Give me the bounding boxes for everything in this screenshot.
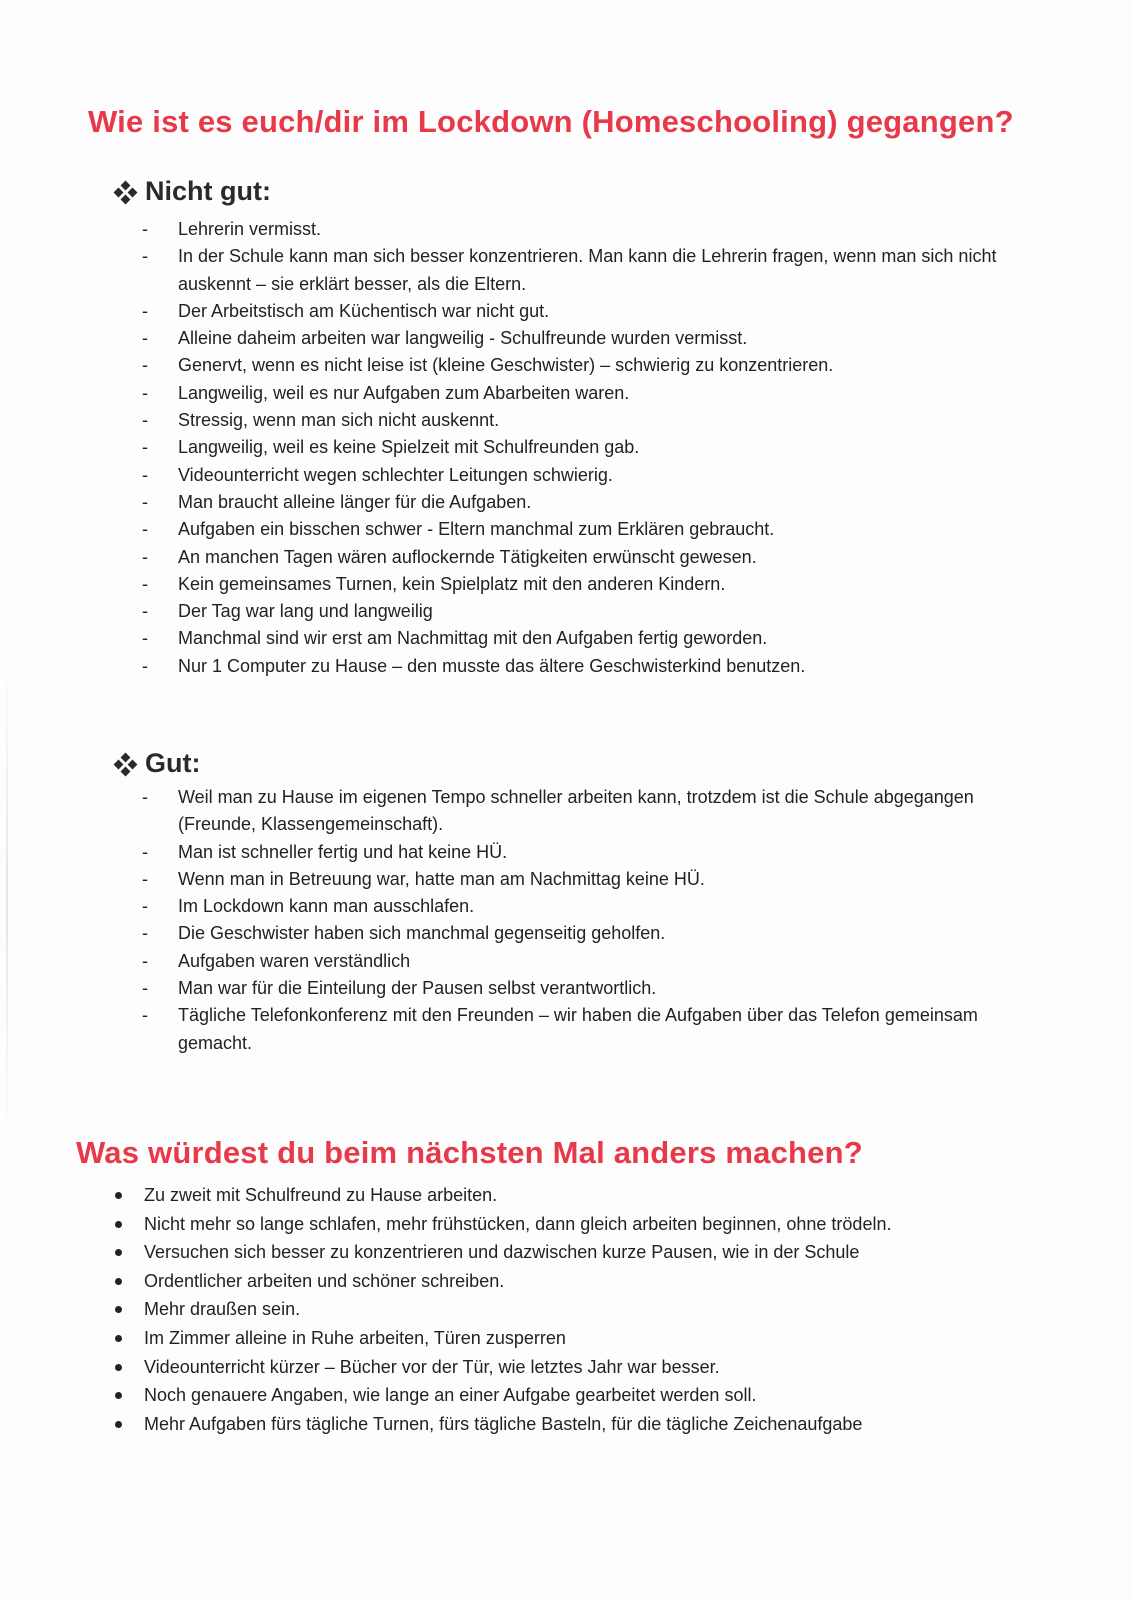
list-item: Versuchen sich besser zu konzentrieren und dazwischen kurze Pausen, wie in der Schule [110, 1238, 1070, 1267]
list-item: - Man war für die Einteilung der Pausen selbst verantwortlich. [140, 975, 1040, 1002]
list-item: - Der Arbeitstisch am Küchentisch war nicht gut. [140, 298, 1040, 325]
heading-nicht-gut-label: Nicht gut: [145, 176, 271, 206]
list-item: - Stressig, wenn man sich nicht auskennt. [140, 407, 1040, 434]
heading-nicht-gut [113, 176, 271, 207]
list-item: - Aufgaben waren verständlich [140, 948, 1040, 975]
list-item: Ordentlicher arbeiten und schöner schreiben. [110, 1267, 1070, 1296]
list-item: - Alleine daheim arbeiten war langweilig - Schulfreunde wurden vermisst. [140, 325, 1040, 352]
list-item: Zu zweit mit Schulfreund zu Hause arbeiten. [110, 1181, 1070, 1210]
list-item: Im Zimmer alleine in Ruhe arbeiten, Türen zusperren [110, 1324, 1070, 1353]
list-item: - Manchmal sind wir erst am Nachmittag mit den Aufgaben fertig geworden. [140, 625, 1040, 652]
scan-edge-shadow [6, 640, 8, 1160]
list-item: - Tägliche Telefonkonferenz mit den Freunden – wir haben die Aufgaben über das Telefon gemeinsam gemacht. [140, 1002, 1040, 1057]
list-item: - Der Tag war lang und langweilig [140, 598, 1040, 625]
list-nicht-gut [140, 216, 1040, 680]
list-item: - Nur 1 Computer zu Hause – den musste das ältere Geschwisterkind benutzen. [140, 653, 1040, 680]
list-item: - Langweilig, weil es keine Spielzeit mit Schulfreunden gab. [140, 434, 1040, 461]
list-item: - In der Schule kann man sich besser konzentrieren. Man kann die Lehrerin fragen, wenn man sich nicht auskennt – sie erklärt besser, als die Eltern. [140, 243, 1040, 298]
heading-gut-label: Gut: [145, 748, 201, 778]
list-item: - Im Lockdown kann man ausschlafen. [140, 893, 1040, 920]
list-item: - Wenn man in Betreuung war, hatte man am Nachmittag keine HÜ. [140, 866, 1040, 893]
list-gut [140, 784, 1040, 1057]
list-item: Videounterricht kürzer – Bücher vor der Tür, wie letztes Jahr war besser. [110, 1353, 1070, 1382]
list-item: Noch genauere Angaben, wie lange an einer Aufgabe gearbeitet werden soll. [110, 1381, 1070, 1410]
four-diamond-bullet-icon [113, 179, 139, 205]
list-item: Nicht mehr so lange schlafen, mehr frühstücken, dann gleich arbeiten beginnen, ohne trödeln. [110, 1210, 1070, 1239]
list-item: - Lehrerin vermisst. [140, 216, 1040, 243]
list-item: - An manchen Tagen wären auflockernde Tätigkeiten erwünscht gewesen. [140, 544, 1040, 571]
list-item: - Die Geschwister haben sich manchmal gegenseitig geholfen. [140, 920, 1040, 947]
list-item: - Genervt, wenn es nicht leise ist (kleine Geschwister) – schwierig zu konzentrieren. [140, 352, 1040, 379]
list-item: - Videounterricht wegen schlechter Leitungen schwierig. [140, 462, 1040, 489]
list-item: - Kein gemeinsames Turnen, kein Spielplatz mit den anderen Kindern. [140, 571, 1040, 598]
list-item: - Langweilig, weil es nur Aufgaben zum Abarbeiten waren. [140, 380, 1040, 407]
page-title-lockdown: Wie ist es euch/dir im Lockdown (Homeschooling) gegangen? [88, 104, 1014, 139]
list-naechstes-mal [110, 1181, 1070, 1438]
list-item: - Weil man zu Hause im eigenen Tempo schneller arbeiten kann, trotzdem ist die Schule abgegangen (Freunde, Klassengemeinschaft). [140, 784, 1040, 839]
page-title-naechstes-mal: Was würdest du beim nächsten Mal anders machen? [76, 1135, 863, 1170]
list-item: - Man ist schneller fertig und hat keine HÜ. [140, 839, 1040, 866]
list-item: Mehr Aufgaben fürs tägliche Turnen, fürs tägliche Basteln, für die tägliche Zeichenaufgabe [110, 1410, 1070, 1439]
list-item: Mehr draußen sein. [110, 1295, 1070, 1324]
four-diamond-bullet-icon [113, 751, 139, 777]
list-item: - Man braucht alleine länger für die Aufgaben. [140, 489, 1040, 516]
list-item: - Aufgaben ein bisschen schwer - Eltern manchmal zum Erklären gebraucht. [140, 516, 1040, 543]
heading-gut [113, 748, 200, 779]
